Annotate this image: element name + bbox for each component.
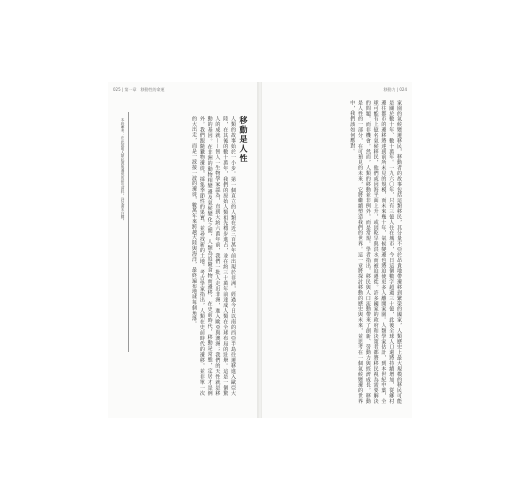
footnote: 本段參考：在此說明人類起源與遷徙的研究資料，詳見書末註釋。	[121, 118, 125, 223]
section-title: 移動是人性	[239, 116, 249, 164]
right-page	[262, 82, 412, 418]
left-body-text: 人類的故事始於一小步。第一個直立的人類在近三百萬年前出現於非洲，經過今日以南的西亞半島往遷移進入歐亞大陸，在其後的數十萬年，我們的原始人類祖先穩步進占，並在約三十萬年前達成人類在全球布局的壯舉。這是一個驚人的成就——智人一生物學家認為，直到大約六萬年前，我們一批人走出非洲，進入歐亞與澳洲；我們的天性就是移動的基因。在非洲的動物相變遷及氣候變化之間，人類為追隨食物而遷移，在史前時代，移動是常態，定居才是例外。我們跟隨獵物遷徙，採集季節性的果實，並尋找新的土地。考古學家指出，人類在史前時代的遷移，並非單一次的大出走，而是一波接一波的遷徙，數萬年來跨越大陸與海洋，最終遍布地球每個角落。	[191, 116, 236, 396]
footnote-rule	[128, 112, 129, 352]
right-running-header: 移動力 | 024	[383, 87, 407, 92]
left-page	[108, 82, 258, 418]
right-body-text: 家園的氣候變遷移民，移動者的故事包括這類移民，其分量不亞於昂貴地帶遷移到繁榮的國家，人類歷史上最大規模的移民可能是關於數十年、數十萬年。一九六〇年，只有三億人住在城市，今日這個數字超過三十億，此後全球人口還將持續增加，從鄉村遷往都市的遷移將達到前所未見的規模，而未來幾十年，氣候變遷也將迫使更多人離開家園。人類學家估計，到本世紀中葉，全球可能有上億名氣候移民，他們或因海平面上升，或因乾旱與洪水而被迫遷徙。許多國家的政府和決策者都將移民視為需要解決的問題，而非機會。然而，人類的移動並非例外，而是常規。學者指出，移民與人口流動帶來了創新、勞動力與經濟成長。移動是人性的一部分，在可預見的未來，它將繼續塑造我們的世界。這一章將探討移動的歷史與未來，並思考在一個氣候變遷的世界中，我們該如何應對。	[349, 100, 402, 404]
left-running-header: 025 | 第一章 移動性的命運	[113, 87, 165, 92]
